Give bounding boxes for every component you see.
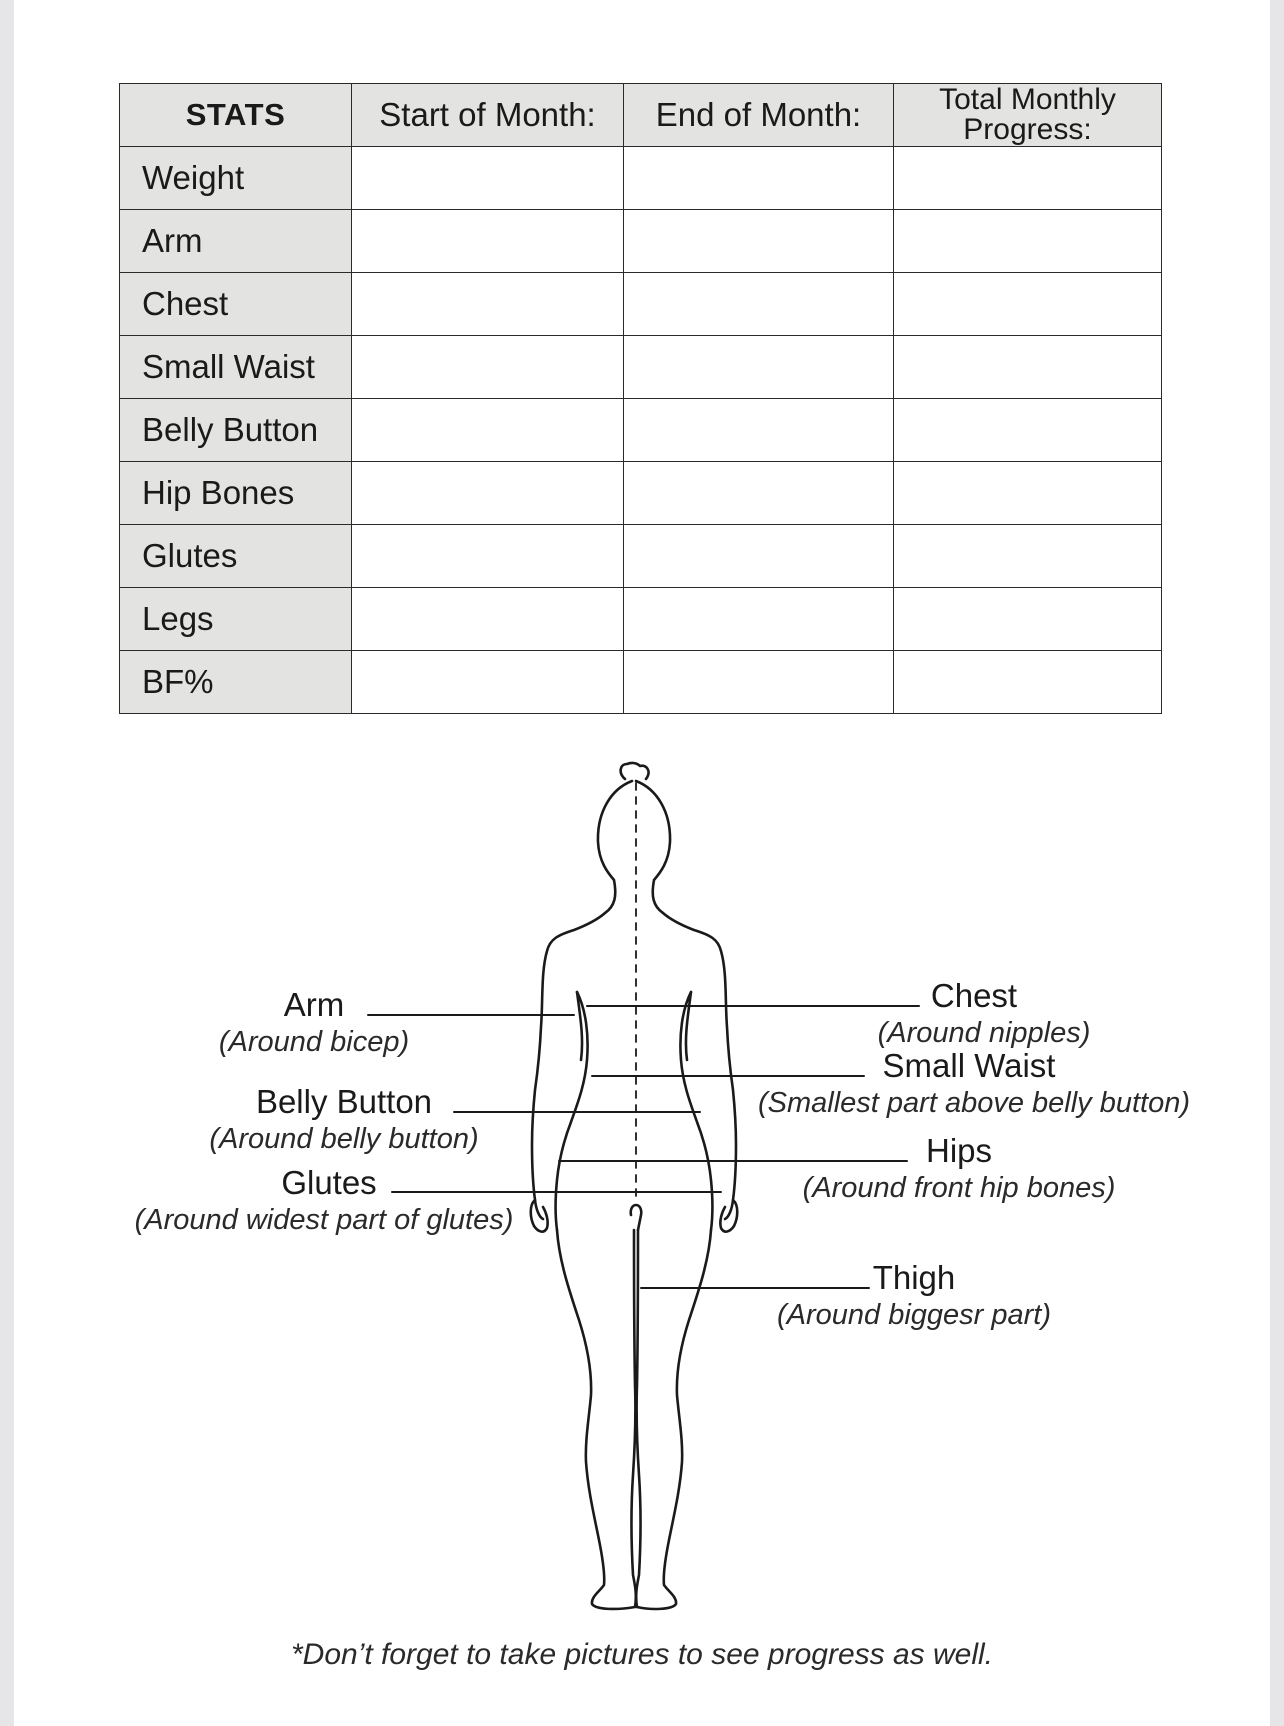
- belly-button-label: Belly Button: [255, 1083, 433, 1120]
- header-stats: STATS: [120, 84, 352, 147]
- body-measurement-diagram: [14, 0, 1270, 1726]
- body-silhouette: [531, 763, 738, 1609]
- hips-note: (Around front hip bones): [802, 1172, 1116, 1204]
- row-label-arm: Arm: [120, 210, 352, 273]
- header-end-of-month: End of Month:: [624, 84, 894, 147]
- row-label-hip-bones: Hip Bones: [120, 462, 352, 525]
- header-total-line-1: Total Monthly: [939, 83, 1116, 116]
- header-start-of-month: Start of Month:: [352, 84, 624, 147]
- header-total-line-2: Progress:: [963, 113, 1092, 146]
- belly-button-note: (Around belly button): [209, 1123, 479, 1155]
- small-waist-label: Small Waist: [882, 1047, 1056, 1084]
- chest-note: (Around nipples): [877, 1017, 1091, 1049]
- footer-note: *Don’t forget to take pictures to see progress as well.: [290, 1638, 993, 1671]
- thigh-label: Thigh: [872, 1259, 956, 1296]
- row-label-bf-percent: BF%: [120, 651, 352, 714]
- row-label-belly-button: Belly Button: [120, 399, 352, 462]
- glutes-label: Glutes: [281, 1164, 377, 1201]
- worksheet-page: [14, 0, 1270, 1726]
- hips-label: Hips: [925, 1132, 993, 1169]
- row-label-glutes: Glutes: [120, 525, 352, 588]
- chest-label: Chest: [930, 977, 1018, 1014]
- row-label-weight: Weight: [120, 147, 352, 210]
- row-label-legs: Legs: [120, 588, 352, 651]
- small-waist-note: (Smallest part above belly button): [758, 1087, 1190, 1119]
- row-label-small-waist: Small Waist: [120, 336, 352, 399]
- arm-note: (Around bicep): [218, 1026, 410, 1058]
- thigh-note: (Around biggesr part): [776, 1299, 1052, 1331]
- glutes-note: (Around widest part of glutes): [134, 1204, 514, 1236]
- row-label-chest: Chest: [120, 273, 352, 336]
- arm-label: Arm: [283, 986, 345, 1023]
